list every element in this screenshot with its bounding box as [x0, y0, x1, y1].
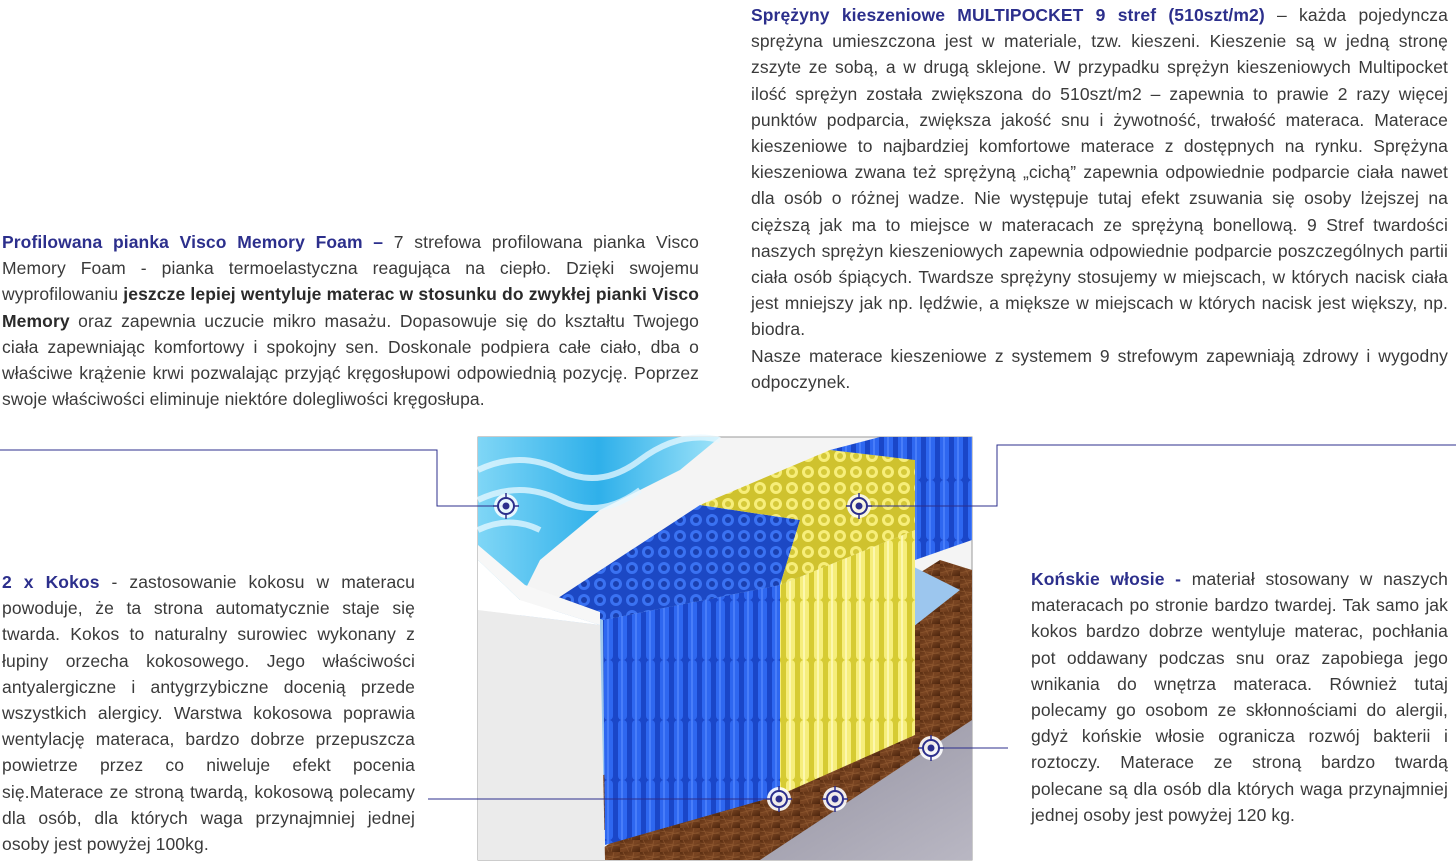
- foam-bold-text: jeszcze lepiej wentyluje materac w stosunku do zwykłej pianki Visco Memory: [2, 284, 699, 331]
- springs-title: Sprężyny kieszeniowe MULTIPOCKET 9 stref (510szt/m2): [751, 5, 1265, 25]
- coconut-text: - zastosowanie kokosu w materacu powoduje, że ta strona automatycznie staje się twarda. Kokos to naturalny surowiec wykonany z łupiny orzecha kokosowego. Jego właściwości antyalergiczne i antygrzybiczne docenią przede wszystkich alergicy. Warstwa kokosowa poprawia wentylację materaca, bardzo dobrze przepuszcza powietrze przez co niweluje efekt pocenia się.Materace ze stroną twardą, kokosową polecamy dla osób, dla których waga przynajmniej jednej osoby jest powyżej 100kg.: [2, 572, 415, 855]
- leader-foam: [0, 450, 506, 506]
- springs-text-2: Nasze materace kieszeniowe z systemem 9 strefowym zapewniają zdrowy i wygodny odpoczynek.: [751, 345, 1448, 392]
- horsehair-text: materiał stosowany w naszych materacach po stronie bardzo twardej. Tak samo jak kokos bardzo dobrze wentyluje materac, pochłania pot oddawany podczas snu oraz zapobiega jego wnikania do wnętrza materaca. Również tutaj polecamy go osobom ze skłonnościami do alergii, gdyż końskie włosie ogranicza rozwój bakterii i roztoczy. Materace ze stroną bardzo twardą polecane są dla osób dla których waga przynajmniej jednej osoby jest powyżej 120 kg.: [1031, 569, 1448, 825]
- coconut-description: [2, 569, 415, 857]
- springs-text-1: – każda pojedyncza sprężyna umieszczona jest w materiale, tzw. kieszeni. Kieszenie są w jedną stronę zszyte ze sobą, a w drugą sklejone. W przypadku sprężyn kieszeniowych Multipocket ilość sprężyn została zwiększona do 510szt/m2 – zapewnia to prawie 2 razy więcej punktów podparcia, zwiększa jakość snu i żywotność, trwałość materaca. Materace kieszeniowe to najbardziej komfortowe materace z dostępnych na rynku. Sprężyna kieszeniowa zwana też sprężyną „cichą” zapewnia odpowiednie podparcie ciała nawet dla osób o różnej wadze. Nie występuje tutaj efekt zsuwania się osoby lżejszej na cięższą jak ma to miejsce w materacach ze sprężyną bonellową. 9 Stref twardości naszych sprężyn kieszeniowych zapewnia odpowiednie podparcie poszczególnych partii ciała osób śpiących. Twardsze sprężyny stosujemy w miejscach, w których nacisk ciała jest mniejszy jak np. lędźwie, a miększe w miejscach w których nacisk jest większy, np. biodra.: [751, 5, 1448, 340]
- side-foam-wall: [478, 610, 605, 860]
- foam-text-1: 7 strefowa profilowana pianka Visco Memory Foam - pianka termoelastyczna reagująca na ciepło. Dzięki swojemu wyprofilowaniu: [2, 232, 699, 305]
- foam-description: [2, 229, 699, 412]
- foam-text-2: oraz zapewnia uczucie mikro masażu. Dopasowuje się do kształtu Twojego ciała zapewniając komfortowy i spokojny sen. Doskonale podpiera całe ciało, dba o właściwe krążenie krwi pozwalając przyjąć kręgosłupowi odpowiednią pozycję. Poprzez swoje właściwości eliminuje niektóre dolegliwości kręgosłupa.: [2, 310, 699, 410]
- horsehair-description: [1031, 566, 1448, 828]
- foam-title: Profilowana pianka Visco Memory Foam –: [2, 232, 384, 252]
- horsehair-title: Końskie włosie -: [1031, 569, 1182, 589]
- springs-description: [751, 2, 1448, 395]
- springs-paragraph-1: [751, 2, 1448, 343]
- coconut-title: 2 x Kokos: [2, 572, 100, 592]
